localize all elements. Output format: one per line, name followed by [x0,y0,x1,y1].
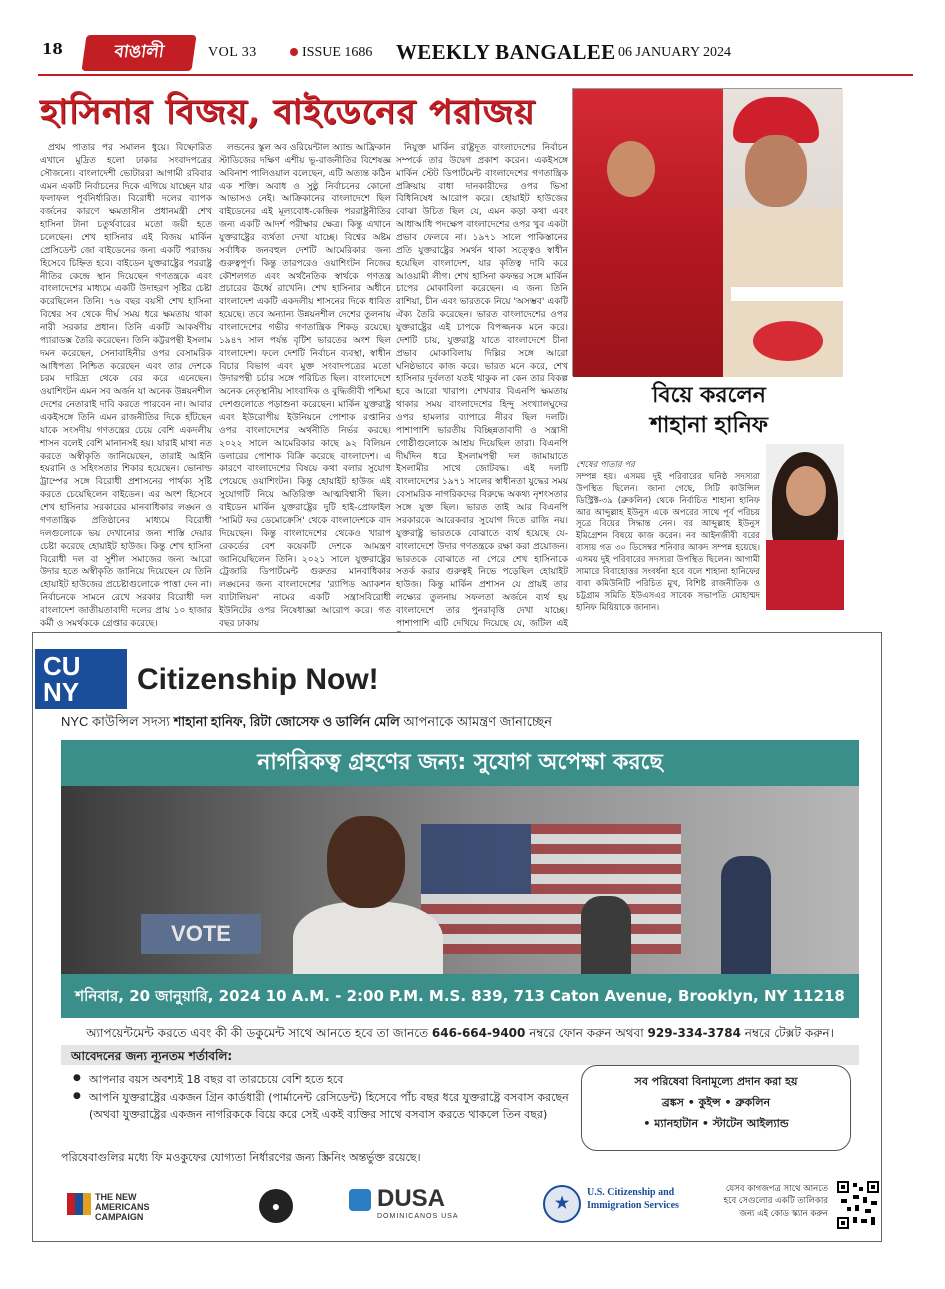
ad-photo [61,786,859,974]
wedding-photo [572,88,842,376]
sponsor-logos [33,1175,883,1243]
portrait-face [786,466,826,516]
invite-names: শাহানা হানিফ, রিটা জোসেফ ও ডার্লিন মেলি [173,714,400,729]
portrait-sari [766,540,844,610]
requirements-heading: আবেদনের জন্য ন্যূনতম শর্তাবলি: [61,1045,859,1065]
smiling-man [293,816,443,974]
cuny-logo-top: CU [43,651,81,681]
phone-mid: নম্বরে ফোন করুন অথবা [525,1026,648,1040]
man-head [327,816,405,908]
sidebar-caption [576,380,842,446]
qr-code-graphic [837,1181,879,1229]
uscis-seal-icon: ★ [543,1185,581,1223]
uscis-logo: U.S. Citizenship and Immigration Services [587,1187,679,1211]
page-number: 18 [42,40,63,58]
qr-instructions: যেসব কাগজপত্র সাথে আনতে হবে সেগুলোর একটি তালিকার জন্য এই কোড স্ক্যান করুন [723,1184,828,1219]
dusa-subtitle: DOMINICANOS USA [377,1213,459,1220]
screening-note: পরিষেবাগুলির মধ্যে ফি মওকুফের যোগ্যতা নির্ধারণের জন্য স্ক্রিনিং অন্তর্ভুক্ত রয়েছে। [61,1151,421,1164]
header-rule [38,74,913,76]
services-boroughs-1: ব্রঙ্কস • কুইন্স • ব্রুকলিন [661,1095,771,1109]
phone-post: নম্বরে টেক্সট করুন। [740,1026,834,1040]
dusa-name: DUSA [377,1185,446,1212]
portrait-photo [766,444,844,610]
article-column-3 [396,142,568,629]
continued-tag: শেষের পাতার পর [576,460,635,470]
page-header [38,32,913,76]
phone-pre: অ্যাপয়েন্টমেন্ট করতে এবং কী কী ডকুমেন্ট সাথে আনতে হবে তা জানতে [86,1026,432,1040]
volume-label: VOL 33 [208,45,257,60]
invite-post: আপনাকে আমন্ত্রণ জানাচ্ছেন [399,714,552,729]
vote-sign: VOTE [141,914,261,954]
list-item: ● আপনার বয়স অবশ্যই 18 বছর বা তারচেয়ে বেশি হতে হবে [71,1071,571,1089]
contact-line [61,1025,859,1045]
cuny-logo-bottom: NY [43,677,80,707]
article-headline: হাসিনার বিজয়, বাইডেনের পরাজয় [40,92,536,132]
background-person [721,856,771,974]
campaign-swatch-icon [67,1193,91,1215]
column-text: প্রথম পাতার পর সমালন ধুয়ে। বিষ্ফোরিত এখানে মুদ্রিত হলো ঢাকার সংবাদপত্রের সৌজন্যে। বাংলাদেশী ভোটাররা আগামী রবিবার এমন একটি নির্বাচনের দিকে এগিয়ে যাচ্ছেন যার ফলাফল পূর্বনির্ধারিত। বিরোধী দলের ব্যাপক বর্জনের কারণে ক্ষমতাসীন প্রধানমন্ত্রী শেখ হাসিনা টানা চতুর্থবারের মতো জয়ী হতে চলেছেন। শেখ হাসিনার এই বিজয় মার্কিন প্রেসিডেন্ট জো বাইডেনের জন্য একটি পরাজয় হিসেবে চিহ্নিত হবে। বাইডেন যুক্তরাষ্ট্রের পররাষ্ট্র নীতির কেন্দ্রে স্থান দিয়েছেন গণতন্ত্রকে এবং বাংলাদেশের মাধ্যমে একটি উদাহরণ সৃষ্টির চেষ্টা করেছিলেন তিনি। ৭৬ বছর বয়সী শেখ হাসিনা বিশ্বের সব থেকে দীর্ঘ সময় ধরে ক্ষমতায় থাকা নারী সরকার প্রধান। তিনি একটি আকর্ষণীয় প্যারাডক্স তৈরি করেছেন। তিনি কট্টরপন্থী ইসলাম দমন করেছেন, সেনাবাহিনীর ওপর বেসামরিক আধিপত্য নিশ্চিত করেছেন এবং তার দেশকে চরম দারিদ্র্য থেকে বের করে এনেছেন। ওয়াশিংটন এমন সব অর্জন যা অনেক উন্নয়নশীল দেশের নেতারাই দাবি করতে পারবেন না। আবার একইসঙ্গে তিনি এমন রাজনীতির দিকে হাঁটছেন যাকে সংসদীয় গণতন্ত্রের চেয়ে বেশি একদলীয় শাসন বলেই বেশি মানানসই হয়। যারাই মাথা নত করতে অস্বীকৃতি জানিয়েছেন, তারাই আইনি হয়রানি ও সহিংসতার শিকার হয়েছেন। ভোনাল্ড ট্রাম্পের সঙ্গে বিরোধী প্রশাসনের পার্থক্য সৃষ্টি করতে চেয়েছিলেন বাইডেন। এর অংশ হিসেবে শেখ হাসিনার সরকারের মানবাধিকার লঙ্ঘন ও গণতান্ত্রিক প্রতিষ্ঠানের মাধ্যমে বিরোধী দলগুলোকে ভয় দেখানোর জন্য শাস্তি দেয়ার চেষ্টা করেছে হোয়াইট হাউজ। কিন্তু শেখ হাসিনা বিরোধী দল বা সুশীল সমাজের জন্য আরো উদার হতে অস্বীকৃতি জানিয়ে দিয়েছেন যে তিনি হোয়াইট হাউজের প্রচেষ্টাগুলোকে পাত্তা দেন না। নির্বাচনকে সামনে রেখে সরকার বিরোধী দল বাংলাদেশ জাতীয়তাবাদী দলের প্রায় ১০ হাজার কর্মী ও সমর্থককে গ্রেপ্তার করেছে। [40,143,212,629]
bride-figure [573,89,723,377]
article-column-1 [40,142,212,629]
issue-label: ISSUE 1686 [302,45,373,60]
services-boroughs-2: • ম্যানহাটান • স্টাটেন আইল্যান্ড [643,1116,789,1130]
caption-line-2: শাহানা হানিফ [650,412,768,438]
article-column-2 [219,142,391,629]
list-item: ● আপনি যুক্তরাষ্ট্রের একজন গ্রিন কার্ডধারী (পার্মানেন্ট রেসিডেন্ট) হিসেবে পাঁচ বছর ধরে যুক্তরাষ্ট্রে বসবাস করছেন (অথবা যুক্তরাষ্ট্রের একজন নাগরিককে বিয়ে করে সেই একই ব্যক্তির সাথে বসবাস করতে থাকলে তিন বছর) [71,1089,571,1124]
background-person [581,896,631,974]
groom-face [745,135,807,207]
qr-code-icon[interactable] [837,1181,879,1229]
issue-date: 06 JANUARY 2024 [618,45,732,60]
ad-title: Citizenship Now! [137,663,379,696]
cuny-logo [35,649,127,709]
column-text: নিযুক্ত মার্কিন রাষ্ট্রদূত বাংলাদেশের নির্বাচন সম্পর্কে তার উদ্বেগ প্রকাশ করেন। একইসঙ্গে মার্কিন স্টেট ডিপার্টমেন্ট বাংলাদেশের গণতান্ত্রিক প্রক্রিয়ায় বাধা দানকারীদের ওপর ভিসা বিধিনিষেধ আরোপ করে। হোয়াইট হাউজের বোঝা উচিত ছিল যে, এমন কড়া কথা এবং আধাআধি পদক্ষেপ বাংলাদেশের ওপর খুব একটা প্রভাব ফেলবে না। ১৯৭১ সালে পাকিস্তানের প্রতি যুক্তরাষ্ট্রের সমর্থন থাকা সত্ত্বেও স্বাধীন হয়েছিল বাংলাদেশ, যার কৃতিত্ব দাবি করে আওয়ামী লীগ। শেখ হাসিনা কফন্তর সঙ্গে মার্কিন চাপের মোকাবিলা করেছেন। এ জন্য তিনি রাশিয়া, চীন এবং ভারতকে নিয়ে 'অসম্ভব' একটি ঐক্য তৈরি করেছেন। ভারত বাংলাদেশের ওপর যুক্তরাষ্ট্রের এই চাপকে বিপজ্জনক মনে করে। দেশটি চায়, যুক্তরাষ্ট্র যাতে বাংলাদেশে চীনা প্রভাব মোকাবিলায় দিল্লির সঙ্গে আরো ঘনিষ্ঠভাবে কাজ করে। ভারত মনে করে, শেখ হাসিনার দুর্বলতা যতই থাকুক না কেন তার বিকল্প হবে আরো খারাপ। শেখবার বিএনপি ক্ষমতায় থাকার সময় বাংলাদেশের হিন্দু সংখ্যালঘুদের ওপর হামলার ব্যাপারে নীরব ছিল দলটি। পাশাপাশি ভারতীয় বিচ্ছিন্নতাবাদী ও সন্ত্রাসী গোষ্ঠীগুলোকে আশ্রয় দিয়েছিল তারা। বিএনপি দীর্ঘদিন ধরে ইসলামপন্থী দল জামায়াতে ইসলামীর সাথে জোটবদ্ধ। এই দলটি বাংলাদেশের ১৯৭১ সালের স্বাধীনতা যুদ্ধের সময় বেসামরিক নাগরিকদের বিরুদ্ধে অকথ্য নৃশংসতার সঙ্গে যুক্ত ছিল। ভারত তাই আর বিএনপি সরকারকে আরেকবার সুযোগ দিতে রাজি নয়। যুক্তরাষ্ট্র ভারতকে বোঝাতে ব্যর্থ হয়েছে যে- বাংলাদেশে উদার গণতন্ত্রকে রক্ষা করা প্রয়োজন। ভারতকে বোঝাতে না পেরে শেখ হাসিনাকে সতর্ক করার গুরুত্বই নিভে পড়েছিল হোয়াইট হাউজ। কিন্তু মার্কিন প্রশাসন যে প্রায়ই তার লক্ষ্যের তুলনায় সফলতা অর্জনে ব্যর্থ হয় বাংলাদেশে তার পুনরাবৃত্তি দেখা যাচ্ছে। পাশাপাশি এটি দেখিয়ে দিয়েছে যে, জটিল এই [396,143,568,629]
services-title: সব পরিষেবা বিনামূল্যে প্রদান করা হয় [634,1075,798,1088]
seal-logo-icon: ● [259,1189,293,1223]
separator-dot-icon [290,48,298,56]
requirements-list [71,1071,571,1124]
bride-face [607,141,655,197]
event-details: শনিবার, 20 জানুয়ারি, 2024 10 A.M. - 2:00 P.M. M.S. 839, 713 Caton Avenue, Brooklyn, NY 11218 [61,974,859,1018]
column-text: লন্ডনের স্কুল অব ওরিয়েন্টাল অ্যান্ড আফ্রিকান স্টাডিজের দক্ষিণ এশীয় ভূ-রাজনীতির বিশেষজ্ঞ অবিনাশ পালিওয়াল বলেছেন, এটি অত্যন্ত কঠিন এক শক্তি। অবাধ ও সুষ্ঠু নির্বাচনের কোনো আভাসও নেই। আক্রিকানের বাংলাদেশে ছিল বাইডেনের এই মূল্যবোধ-কেন্দ্রিক পররাষ্ট্রনীতির জন্য একটি আদর্শ পরীক্ষার ক্ষেত্র। কিন্তু এখানে যুক্তরাষ্ট্রের ব্যর্থতা দেখা যাচ্ছে। বিশ্বের অষ্টম সর্বাধিক জনবহুল দেশটি আমেরিকার জন্য গুরুত্বপূর্ণ। কিন্তু তারপরেও ওয়াশিংটন নিজের কৌশলগত এবং অর্থনৈতিক স্বার্থকে গণতন্ত্র প্রচারের ঊর্ধ্বে রাখেনি। শেখ হাসিনার অধীনে বাংলাদেশ একটি একদলীয় শাসনের দিকে ধাবিত হয়েছে। তবে অন্যান্য উন্নয়নশীল দেশের তুলনায় বাংলাদেশের গভীর গণতান্ত্রিক শিকড় রয়েছে। ১৯৪৭ সাল পর্যন্ত বৃটিশ ভারতের অংশ ছিল বাংলাদেশ। ফলে দেশটি নির্বাচন ব্যবস্থা, স্বাধীন বিচার বিভাগ এবং মুক্ত সংবাদপত্রের মতো উদারপন্থী চর্চার সঙ্গে পরিচিত ছিল। বাংলাদেশে অনেক নেতৃস্থানীয় সাংবাদিক ও বুদ্ধিজীবী পশ্চিমা দেশগুলোতে পড়াশুনা করেছেন। মার্কিন যুক্তরাষ্ট্র এবং ইউরোপীয় ইউনিয়নে পোশাক রপ্তানির ওপর বাংলাদেশের অর্থনীতি নির্ভর করছে। ২০২২ সালে আমেরিকার কাছে ৯২ বিলিয়ন ডলারের পোশাক বিক্রি করেছে বাংলাদেশ। এ কারণে বাংলাদেশের বিষয়ে কথা বলার সুযোগ পেয়েছে ওয়াশিংটন। কিন্তু হোয়াইট হাউজ এই সুযোগটি নিয়ে অতিরিক্ত আত্মবিশ্বাসী ছিল। বাইডেন মার্কিন যুক্তরাষ্ট্রের দুটি হাই-প্রোফাইল 'সামিট ফর ডেমোক্রেসি' থেকে বাংলাদেশকে বাদ দিয়েছেন। কিন্তু বাংলাদেশের থেকেও খারাপ রেকর্ডের বেশ কয়েকটি দেশকে আমন্ত্রণ জানিয়েছিলেন তিনি। ২০২১ সালে যুক্তরাষ্ট্রের ট্রেজারি ডিপার্টমেন্ট গুরুতর মানবাধিকার লঙ্ঘনের জন্য বাংলাদেশের 'র‍্যাপিড অ্যাকশন ব্যাটালিয়ন' নামের একটি সন্ত্রাসবিরোধী ইউনিটের ওপর নিষেধাজ্ঞা আরোপ করে। গত বছর ঢাকায় [219,143,391,629]
citizenship-advertisement [32,632,882,1242]
photo-white-band [731,287,843,301]
new-americans-campaign-logo [67,1187,177,1227]
dusa-mark-icon [349,1189,371,1211]
dusa-logo [349,1185,459,1220]
publication-title: WEEKLY BANGALEE [396,40,616,64]
text-number[interactable]: 929-334-3784 [647,1026,741,1040]
services-box [581,1065,851,1151]
ad-banner: নাগরিকত্ব গ্রহণের জন্য: সুযোগ অপেক্ষা করছে [61,740,859,786]
flower-garland [753,321,823,361]
campaign-name: THE NEW AMERICANS CAMPAIGN [95,1192,150,1222]
publication-logo: বাঙালী [81,35,196,71]
phone-number[interactable]: 646-664-9400 [431,1026,526,1040]
caption-line-1: বিয়ে করলেন [652,382,766,408]
sidebar-story [576,460,760,613]
sidebar-text: সম্পন্ন হয়। এসময় দুই পরিবারের ঘনিষ্ঠ সদস্যরা উপস্থিত ছিলেন। জানা গেছে, সিটি কাউন্সিল ডিস্ট্রিক্ট-৩৯ (ব্রুকলিন) থেকে নির্বাচিত শাহানা হানিফ আর আব্দুল্লাহ ইউনুস একে অপরের সাথে পূর্ব পরিচয় সূত্রে বিয়ের সিদ্ধান্ত নেন। বর আব্দুল্লাহ ইউনুস ইমিগ্রেশন বিষয়ে কাজ করেন। নব আইনজীবী বরের বাসায় গত ৩০ ডিসেম্বর শনিবার আকদ সম্পন্ন হয়েছে। এসময় দুই পরিবারের সদস্যরা উপস্থিত ছিলেন। আগামী সামারে বিবাহোত্তর সংবর্ধনা হবে বলে শাহানা হানিফের বাবা কমিউনিটি পরিচিত মুখ, বিশিষ্ট রাজনীতিক ও চট্টগ্রাম সমিতি ইউএসএর সাবেক সভাপতি মোহাম্মদ হানিফ মিয়িয়াকে জানান। [576,471,760,613]
flag-image [421,824,681,954]
ad-invitation [61,713,861,734]
invite-pre: NYC কাউন্সিল সদস্য [61,714,174,729]
